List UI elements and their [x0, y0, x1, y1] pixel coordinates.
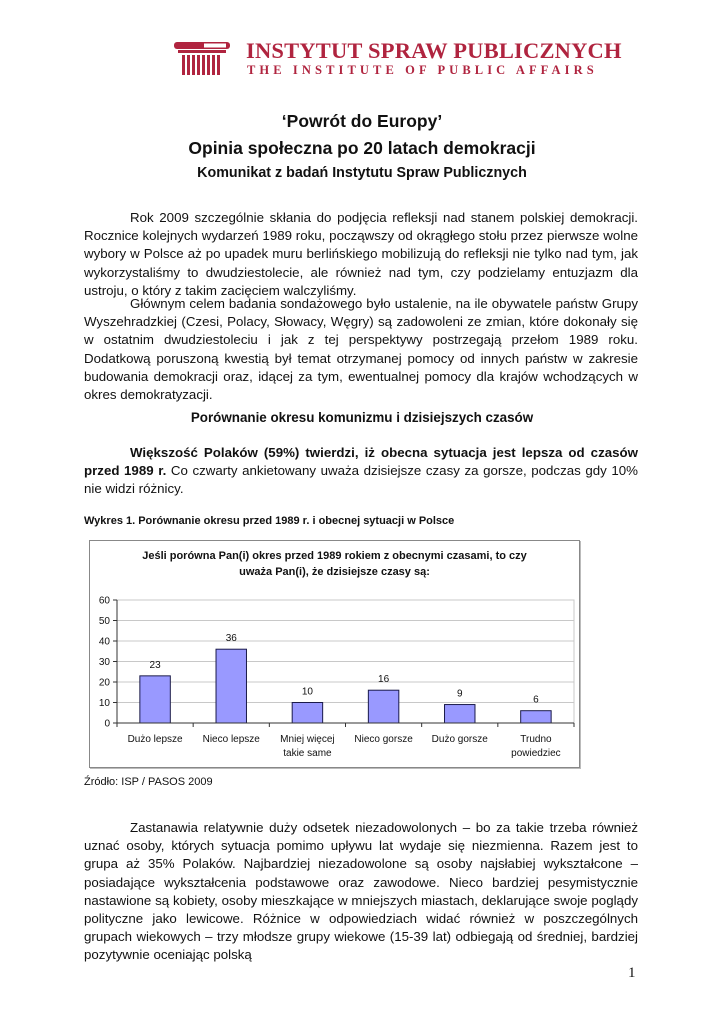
- category-label: powiedziec: [511, 748, 561, 759]
- chart-title-line-2: uważa Pan(i), że dzisiejsze czasy są:: [239, 566, 430, 578]
- findings-text: Co czwarty ankietowany uważa dzisiejsze czasy za gorsze, podczas gdy 10% nie widzi różnicy.: [84, 463, 638, 497]
- category-label: Dużo lepsze: [127, 734, 183, 745]
- figure-caption: Wykres 1. Porównanie okresu przed 1989 r. i obecnej sytuacji w Polsce: [84, 515, 455, 527]
- data-label: 10: [301, 686, 313, 698]
- data-label: 9: [456, 688, 463, 700]
- category-label: Dużo gorsze: [431, 734, 488, 745]
- discussion-paragraph-text: Zastanawia relatywnie duży odsetek niezadowolonych – bo za takie trzeba również uznać osoby, których sytuacja pomimo upływu lat wydaje się niezmienna. Razem jest to grupa aż 35% Polaków. Najbardziej niezadowolone są osoby najsłabiej wykształcone – posiadające wykształcenia podstawowe oraz zawodowe. Nieco bardziej pesymistycznie nastawione są kobiety, osoby mieszkające w mniejszych miastach, deklarujące swoje poglądy polityczne jako lewicowe. Różnice w odpowiedziach widać również w poszczególnych grupach wiekowych – trzy młodsze grupy wiekowe (15-39 lat) odbiegają od średniej, bardziej pozytywnie oceniając polską: [84, 820, 638, 963]
- chart-title: [89, 548, 580, 580]
- y-tick-label: 60: [98, 595, 110, 607]
- category-label: Nieco gorsze: [354, 734, 413, 745]
- category-label: Trudno: [520, 734, 552, 745]
- chart-title-line-1: Jeśli porówna Pan(i) okres przed 1989 rokiem z obecnymi czasami, to czy: [142, 550, 527, 562]
- data-label: 6: [533, 694, 539, 706]
- data-label: 23: [149, 659, 161, 671]
- intro-paragraph: [84, 209, 638, 300]
- y-tick-label: 40: [98, 636, 110, 648]
- y-tick-label: 0: [104, 718, 110, 730]
- document-subtitle: Opinia społeczna po 20 latach demokracji: [188, 138, 536, 158]
- y-tick-label: 20: [98, 677, 110, 689]
- page-number: 1: [628, 965, 636, 981]
- goal-paragraph-text: Głównym celem badania sondażowego było ustalenie, na ile obywatele państw Grupy Wyszehradzkiej (Czesi, Polacy, Słowacy, Węgry) są zadowoleni ze zmian, które dokonały się w ostatnim dwudziestoleciu i jak z tej perspektywy postrzegają przełom 1989 roku. Dodatkową poruszoną kwestią był temat otrzymanej pomocy od innych państw w zakresie budowania demokracji oraz, idącej za tym, ewentualnej pomocy dla krajów wchodzących w okres demokratyzacji.: [84, 296, 638, 403]
- source-note: Źródło: ISP / PASOS 2009: [84, 776, 213, 788]
- y-tick-label: 10: [98, 698, 110, 709]
- institute-logo-column-icon: [174, 42, 230, 76]
- y-tick-label: 50: [98, 616, 110, 627]
- findings-bold-text: Większość Polaków (59%) twierdzi, iż obecna sytuacja jest lepsza od czasów przed 1989 r.: [84, 445, 638, 479]
- findings-paragraph: [84, 444, 638, 499]
- y-tick-label: 30: [98, 657, 110, 668]
- category-label: Nieco lepsze: [202, 734, 260, 745]
- discussion-paragraph: [84, 819, 638, 965]
- logo-subtitle: THE INSTITUTE OF PUBLIC AFFAIRS: [247, 63, 598, 77]
- data-label: 36: [225, 633, 237, 645]
- intro-paragraph-text: Rok 2009 szczególnie skłania do podjęcia refleksji nad stanem polskiej demokracji. Rocznice kolejnych wydarzeń 1989 roku, począwszy od okrągłego stołu przez pierwsze wolne wybory w Polsce aż po upadek muru berlińskiego mobilizują do refleksji nie tylko nad tym, jak wykorzystaliśmy to dwudziestolecie, ale również nad tym, czy podzielamy entuzjazm dla ustroju, o który z takim zacięciem walczyliśmy.: [84, 210, 638, 298]
- document-subtitle-secondary: Komunikat z badań Instytutu Spraw Publicznych: [197, 165, 527, 181]
- data-label: 16: [378, 674, 390, 686]
- category-label: takie same: [283, 748, 332, 759]
- logo-title: INSTYTUT SPRAW PUBLICZNYCH: [246, 38, 622, 63]
- section-heading: Porównanie okresu komunizmu i dzisiejszych czasów: [190, 410, 534, 425]
- document-title: ‘Powrót do Europy’: [281, 111, 443, 131]
- category-label: Mniej więcej: [280, 734, 335, 745]
- goal-paragraph: [84, 295, 638, 404]
